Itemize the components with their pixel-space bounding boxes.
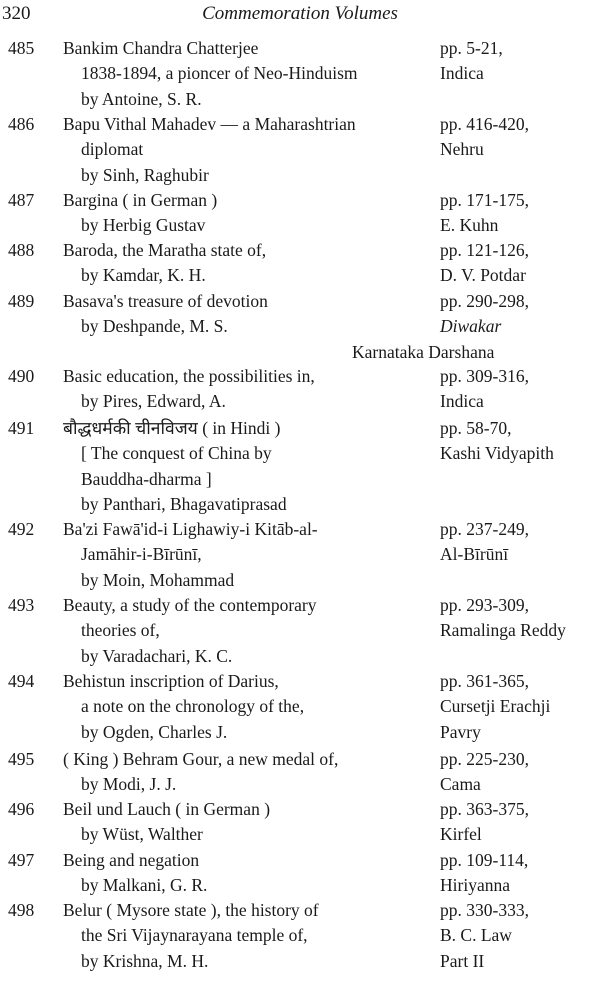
entry-number: 491 — [8, 418, 35, 438]
entry-author: by Moin, Mohammad — [81, 569, 235, 590]
entry-pages: pp. 171-175, — [440, 190, 529, 210]
entry-number: 494 — [8, 671, 35, 691]
entry-volume: Kirfel — [440, 824, 482, 845]
entry-title-line: Belur ( Mysore state ), the history of — [63, 900, 319, 920]
entry-pages: pp. 293-309, — [440, 595, 529, 615]
entry-volume: Ramalinga Reddy — [440, 620, 566, 641]
entry-pages: pp. 290-298, — [440, 291, 529, 311]
entry-title — [63, 364, 435, 415]
entry-title — [63, 416, 435, 518]
entry-volume: Cursetji Erachji — [440, 696, 551, 717]
entry-title — [63, 112, 435, 188]
entry-volume: Pavry — [440, 721, 481, 742]
entry-author: by Pires, Edward, A. — [81, 391, 226, 412]
entry-volume: D. V. Potdar — [440, 265, 526, 286]
entry-title — [63, 238, 435, 289]
entry-title — [63, 593, 435, 669]
entry-title-line: Bapu Vithal Mahadev — a Maharashtrian — [63, 114, 356, 134]
entry-source — [440, 188, 600, 239]
entry-title — [63, 898, 435, 974]
entry-volume: Karnataka Darshana — [352, 341, 495, 362]
entry-title-line: Jamāhir-i-Bīrūnī, — [81, 544, 202, 565]
entry-pages: pp. 363-375, — [440, 799, 529, 819]
entry-volume: Al-Bīrūnī — [440, 544, 509, 565]
entry-author: by Malkani, G. R. — [81, 875, 208, 896]
entry-title-line: Ba'zi Fawā'id-i Lighawiy-i Kitāb-al- — [63, 519, 318, 539]
entry-title-line: ( King ) Behram Gour, a new medal of, — [63, 749, 339, 769]
entry-title-line: Baroda, the Maratha state of, — [63, 240, 267, 260]
entry-title-line: 1838-1894, a pioncer of Neo-Hinduism — [81, 63, 358, 84]
entry-title-line: Behistun inscription of Darius, — [63, 671, 279, 691]
entry-pages: pp. 309-316, — [440, 366, 529, 386]
entry-source — [440, 797, 600, 848]
entry-number: 497 — [8, 850, 35, 870]
page-number: 320 — [2, 3, 31, 24]
entry-title — [63, 747, 435, 798]
entry-pages: pp. 361-365, — [440, 671, 529, 691]
entry-number: 492 — [8, 519, 35, 539]
entry-title — [63, 517, 435, 593]
entry-author: by Deshpande, M. S. — [81, 316, 228, 337]
entry-title-line: a note on the chronology of the, — [81, 696, 305, 717]
entry-number: 488 — [8, 240, 35, 260]
entry-source — [440, 848, 600, 899]
entry-source — [352, 289, 600, 365]
entry-volume: Kashi Vidyapith — [440, 443, 554, 464]
entry-volume: E. Kuhn — [440, 215, 499, 236]
entry-source — [440, 36, 600, 87]
entry-title-line: theories of, — [81, 620, 160, 641]
entry-volume: B. C. Law — [440, 925, 512, 946]
entry-author: by Herbig Gustav — [81, 215, 206, 236]
entry-source — [440, 593, 600, 644]
page-header — [0, 2, 600, 28]
entry-source — [440, 112, 600, 163]
entry-author: by Sinh, Raghubir — [81, 164, 209, 185]
entry-author: by Kamdar, K. H. — [81, 265, 206, 286]
entry-number: 486 — [8, 114, 35, 134]
entry-number: 487 — [8, 190, 35, 210]
entry-source — [440, 898, 600, 974]
entry-pages: pp. 225-230, — [440, 749, 529, 769]
entry-title-line: Bauddha-dharma ] — [81, 468, 212, 489]
entry-title-line: Basic education, the possibilities in, — [63, 366, 315, 386]
entry-title-line: diplomat — [81, 139, 144, 160]
entry-author: by Wüst, Walther — [81, 824, 203, 845]
entry-title — [63, 669, 435, 745]
entry-source — [440, 669, 600, 745]
entry-source — [440, 416, 600, 467]
entry-pages: pp. 58-70, — [440, 418, 512, 438]
entry-volume: Diwakar — [440, 316, 502, 337]
entry-author: by Ogden, Charles J. — [81, 721, 228, 742]
entry-source — [440, 747, 600, 798]
entry-number: 485 — [8, 38, 35, 58]
entry-volume: Nehru — [440, 139, 484, 160]
entry-title-line: the Sri Vijaynarayana temple of, — [81, 925, 308, 946]
running-title: Commemoration Volumes — [202, 3, 398, 24]
entry-source — [440, 238, 600, 289]
entry-title — [63, 289, 435, 340]
entry-title-line: Being and negation — [63, 850, 200, 870]
entry-source — [440, 364, 600, 415]
entry-title — [63, 848, 435, 899]
entry-volume: Part II — [440, 950, 485, 971]
entry-author: by Antoine, S. R. — [81, 88, 202, 109]
entry-volume: Indica — [440, 391, 484, 412]
entry-volume: Hiriyanna — [440, 875, 510, 896]
entry-author: by Modi, J. J. — [81, 774, 177, 795]
entry-title — [63, 188, 435, 239]
entry-number: 495 — [8, 749, 35, 769]
entry-title — [63, 36, 435, 112]
entry-title-line: बौद्धधर्मकी चीनविजय ( in Hindi ) — [63, 418, 281, 438]
entry-title-line: Bankim Chandra Chatterjee — [63, 38, 259, 58]
entry-number: 490 — [8, 366, 35, 386]
entry-pages: pp. 416-420, — [440, 114, 529, 134]
entry-title-line: Beauty, a study of the contemporary — [63, 595, 317, 615]
entry-number: 496 — [8, 799, 35, 819]
entry-pages: pp. 121-126, — [440, 240, 529, 260]
entry-number: 493 — [8, 595, 35, 615]
entry-volume: Cama — [440, 774, 481, 795]
entry-number: 498 — [8, 900, 35, 920]
entry-pages: pp. 109-114, — [440, 850, 529, 870]
entry-volume: Indica — [440, 63, 484, 84]
entry-pages: pp. 5-21, — [440, 38, 503, 58]
entry-number: 489 — [8, 291, 35, 311]
entry-title-line: Bargina ( in German ) — [63, 190, 218, 210]
entry-title-line: Basava's treasure of devotion — [63, 291, 268, 311]
entry-author: by Varadachari, K. C. — [81, 645, 233, 666]
entry-source — [440, 517, 600, 568]
entry-title-line: Beil und Lauch ( in German ) — [63, 799, 271, 819]
entry-title-line: [ The conquest of China by — [81, 443, 272, 464]
entry-pages: pp. 330-333, — [440, 900, 529, 920]
entry-author: by Krishna, M. H. — [81, 950, 209, 971]
entry-author: by Panthari, Bhagavatiprasad — [81, 494, 287, 515]
entry-pages: pp. 237-249, — [440, 519, 529, 539]
entry-title — [63, 797, 435, 848]
